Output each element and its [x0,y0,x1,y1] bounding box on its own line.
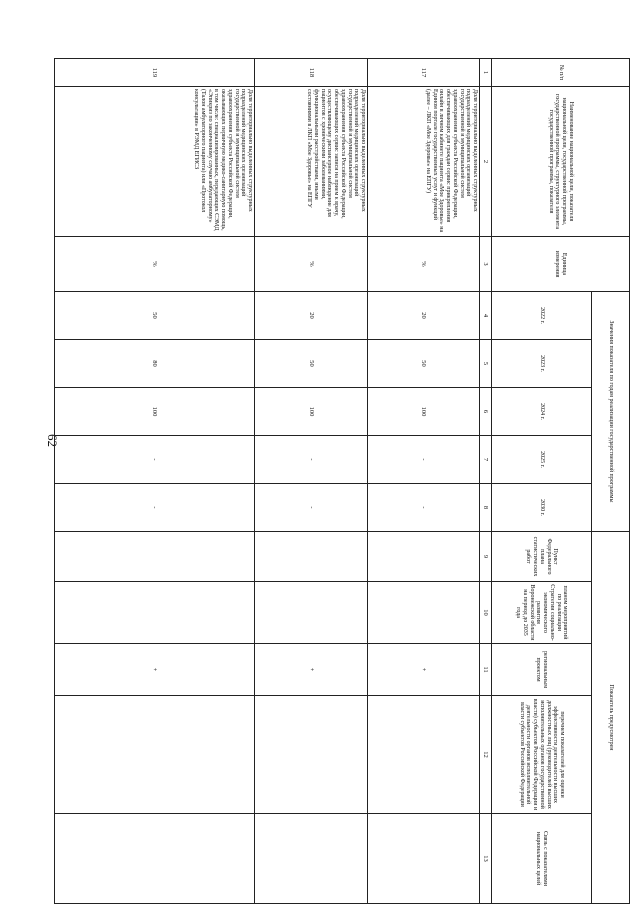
value-2025: - [255,436,368,484]
col-number: 6 [480,388,492,436]
col-number: 1 [480,59,492,87]
header-year: 2030 г. [492,484,592,532]
col-number: 10 [480,582,492,644]
col-number: 4 [480,292,492,340]
col-number: 2 [480,87,492,237]
header-name: Наименование национальной цели, показателя национальной цели, государственной программы, государственной программы, структурного элемента государственной программы, показателя [492,87,630,237]
indicator-name: Доля территориально выделенных структурных подразделений медицинских организаций государственной и муниципальной систем здравоохранения субъекта Российской Федерации, обеспечивающих сервис записи на прием к врачу, осуществляющему диспансерное наблюдение для пациентов с хроническими заболеваниями, функциональными расстройствами, иными состояниями в ЛКП «Мое Здоровье» на ЕПГУ [255,87,368,237]
col-number: 12 [480,696,492,814]
value-2022: 20 [255,292,368,340]
value-2030: - [55,484,255,532]
national-link-cell [255,814,368,904]
value-2025: - [368,436,480,484]
unit-cell: % [368,237,480,292]
header-regional-project: региональным проектом [492,644,592,696]
column-number-row [480,59,492,904]
national-link-cell [55,814,255,904]
col-number: 13 [480,814,492,904]
col-number: 9 [480,532,492,582]
indicator-name: Доля территориально выделенных структурных подразделений медицинских организаций государственной и муниципальной систем здравоохранения субъекта Российской Федерации, обеспечивающих для граждан сервис прикрепления онлайн в личном кабинете пациента «Мое Здоровье» на Едином портале государственных услуг и функций (далее – ЛКП «Мое Здоровье» на ЕПГУ) [368,87,480,237]
strategy-cell [55,582,255,644]
efficiency-list-cell [55,696,255,814]
table-row [55,59,255,904]
indicator-table [54,58,630,904]
header-national-link: Связь с показателями национальных целей [492,814,592,904]
row-number: 117 [368,59,480,87]
value-2025: - [55,436,255,484]
header-year: 2024 г. [492,388,592,436]
page-number: 62 [45,434,60,447]
federal-plan-cell [255,532,368,582]
header-year: 2025 г. [492,436,592,484]
header-year: 2023 г. [492,340,592,388]
indicator-name: Доля территориально выделенных структурных подразделений медицинских организаций государственной и муниципальной систем здравоохранения субъекта Российской Федерации, оказывающих первичную медико-санитарную помощь, в том числе: специализированных, передающих СЭМД «Эпикриз по законченному случаю амбулаторному» (Талон амбулаторного пациента) или «Протокол консультации» в РЭМД ЕГИСЗ [55,87,255,237]
table-row [255,59,368,904]
row-number: 119 [55,59,255,87]
indicator-table-rotated [55,58,630,903]
value-2024: 100 [255,388,368,436]
federal-plan-cell [55,532,255,582]
header-year: 2022 г. [492,292,592,340]
col-number: 7 [480,436,492,484]
col-number: 5 [480,340,492,388]
header-unit: Единица измерения [492,237,630,292]
header-row-1 [592,59,630,904]
efficiency-list-cell [255,696,368,814]
value-2030: - [255,484,368,532]
value-2023: 50 [255,340,368,388]
col-number: 11 [480,644,492,696]
efficiency-list-cell [368,696,480,814]
unit-cell: % [55,237,255,292]
value-2023: 50 [368,340,480,388]
federal-plan-cell [368,532,480,582]
unit-cell: % [255,237,368,292]
header-no: № п/п [492,59,630,87]
regional-project-cell: + [55,644,255,696]
header-federal-plan: Пункт Федерального плана статистических работ [492,532,592,582]
strategy-cell [368,582,480,644]
header-strategy: планом мероприятий по реализации Стратегии социально-экономического развития Воронежской области на период до 2035 года [492,582,592,644]
value-2023: 80 [55,340,255,388]
col-number: 8 [480,484,492,532]
row-number: 118 [255,59,368,87]
regional-project-cell: + [368,644,480,696]
national-link-cell [368,814,480,904]
value-2024: 100 [368,388,480,436]
strategy-cell [255,582,368,644]
header-indicator-group: Показатель предусмотрен [592,532,630,904]
regional-project-cell: + [255,644,368,696]
value-2024: 100 [55,388,255,436]
value-2030: - [368,484,480,532]
header-values-group: Значения показателя по годам реализации государственной программы [592,292,630,532]
header-efficiency-list: перечнем показателей для оценки эффективности деятельности высших должностных лиц (руководителей высших исполнительных органов государственной власти) субъектов Российской Федерации и деятельности органов исполнительной власти субъектов Российской Федерации [492,696,592,814]
value-2022: 20 [368,292,480,340]
col-number: 3 [480,237,492,292]
table-row [368,59,480,904]
value-2022: 50 [55,292,255,340]
